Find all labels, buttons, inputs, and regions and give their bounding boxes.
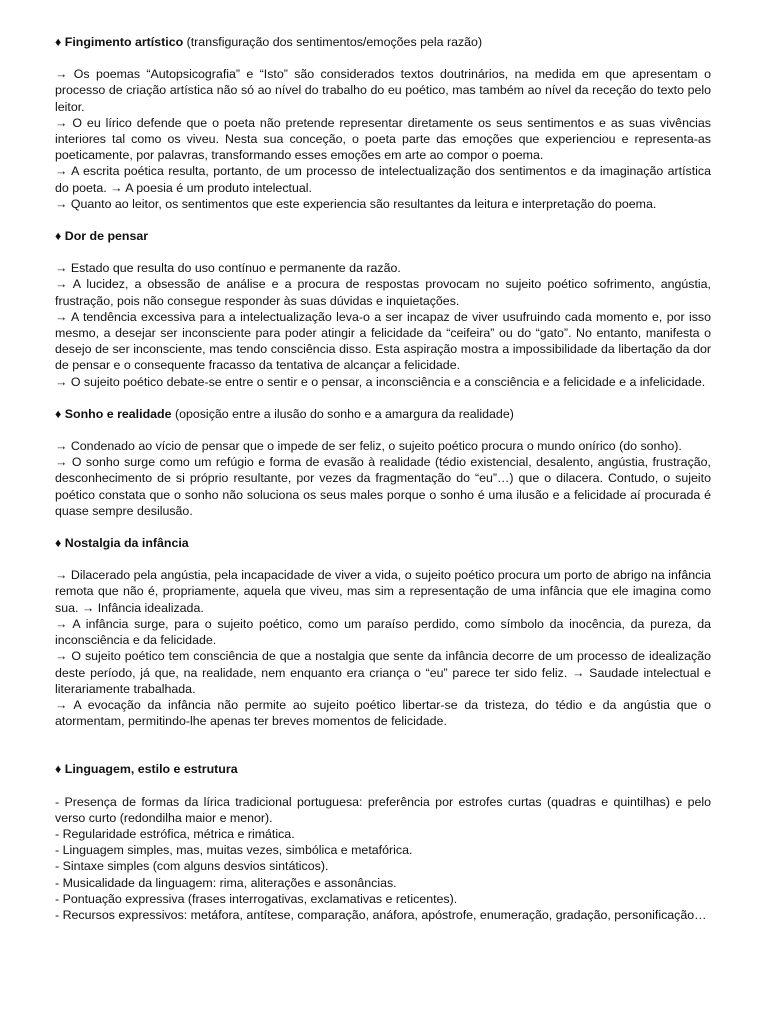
section-heading bbox=[55, 761, 711, 777]
section-title: ♦ Nostalgia da infância bbox=[55, 536, 189, 551]
section-heading bbox=[55, 228, 711, 244]
paragraph: → A escrita poética resulta, portanto, de um processo de intelectualização dos sentimentos e da imaginação artística do poeta. → A poesia é um produto intelectual. bbox=[55, 164, 711, 195]
document-page bbox=[55, 34, 711, 923]
paragraph: → A evocação da infância não permite ao sujeito poético libertar-se da tristeza, do tédio e da angústia que o atormentam, permitindo-lhe apenas ter breves momentos de felicidade. bbox=[55, 697, 711, 729]
section-heading bbox=[55, 34, 711, 50]
paragraph: → O sujeito poético debate-se entre o sentir e o pensar, a inconsciência e a consciência e a felicidade e a infelicidade. bbox=[55, 374, 706, 389]
paragraph: → Os poemas “Autopsicografia” e “Isto” são considerados textos doutrinários, na medida em que apresentam o processo de criação artística não só ao nível do trabalho do eu poético, mas também ao nível da receção do texto pelo leitor. bbox=[55, 67, 711, 114]
paragraph: → Estado que resulta do uso contínuo e permanente da razão. bbox=[55, 261, 401, 276]
section-title: ♦ Sonho e realidade bbox=[55, 406, 172, 421]
list-item: - Recursos expressivos: metáfora, antítese, comparação, anáfora, apóstrofe, enumeração, gradação, personificação… bbox=[55, 907, 707, 922]
spacer bbox=[55, 519, 711, 535]
list-item: - Pontuação expressiva (frases interrogativas, exclamativas e reticentes). bbox=[55, 891, 458, 906]
list-item: - Sintaxe simples (com alguns desvios sintáticos). bbox=[55, 859, 329, 874]
spacer bbox=[55, 729, 711, 761]
spacer bbox=[55, 212, 711, 228]
spacer bbox=[55, 390, 711, 406]
section-title: ♦ Linguagem, estilo e estrutura bbox=[55, 762, 238, 777]
paragraph: → Condenado ao vício de pensar que o impede de ser feliz, o sujeito poético procura o mundo onírico (do sonho). bbox=[55, 439, 682, 454]
paragraph: → O eu lírico defende que o poeta não pretende representar diretamente os seus sentimentos e as suas vivências interiores tal como os viveu. Nesta sua conceção, o poeta parte das emoções que experienciou e representa-as poeticamente, por palavras, transformando esses emoções em arte ao compor o poema. bbox=[55, 115, 711, 163]
section-nostalgia-da-infancia bbox=[55, 535, 711, 729]
paragraph: → O sonho surge como um refúgio e forma de evasão à realidade (tédio existencial, desalento, angústia, frustração, desconhecimento de si próprio resultante, por vezes da fragmentação do “eu”…) que o dilacera. Contudo, o sujeito poético constata que o sonho não soluciona os seus males porque o sonho é uma ilusão e a felicidade aí procurada é quase sempre desilusão. bbox=[55, 455, 711, 518]
paragraph: → Quanto ao leitor, os sentimentos que este experiencia são resultantes da leitura e interpretação do poema. bbox=[55, 196, 657, 211]
section-subtitle: (transfiguração dos sentimentos/emoções pela razão) bbox=[183, 35, 483, 49]
list-item: - Linguagem simples, mas, muitas vezes, simbólica e metafórica. bbox=[55, 843, 413, 858]
paragraph: → A infância surge, para o sujeito poético, como um paraíso perdido, como símbolo da inocência, da pureza, da inconsciência e da felicidade. bbox=[55, 616, 711, 648]
list-item: - Regularidade estrófica, métrica e rimática. bbox=[55, 826, 295, 841]
paragraph: → A lucidez, a obsessão de análise e a procura de respostas provocam no sujeito poético sofrimento, angústia, frustração, pois não consegue responder às suas dúvidas e inquietações. bbox=[55, 277, 711, 308]
list-item: - Presença de formas da lírica tradicional portuguesa: preferência por estrofes curtas (quadras e quintilhas) e pelo verso curto (redondilha maior e menor). bbox=[55, 794, 711, 825]
paragraph: → A tendência excessiva para a intelectualização leva-o a ser incapaz de viver usufruindo cada momento e, por isso mesmo, a desejar ser inconsciente para poder atingir a felicidade da “ceifeira” ou do “gato”. No entanto, manifesta o desejo de ser inconsciente, mas tendo consciência disso. Esta aspiração mostra a impossibilidade da libertação da dor de pensar e o consequente fracasso da tentativa de alcançar a felicidade. bbox=[55, 309, 711, 373]
section-heading bbox=[55, 535, 711, 551]
paragraph: → Dilacerado pela angústia, pela incapacidade de viver a vida, o sujeito poético procura um porto de abrigo na infância remota que não é, propriamente, aquela que viveu, mas sim a representação de uma infância que ele imagina como sua. → Infância idealizada. bbox=[55, 568, 711, 615]
paragraph: → O sujeito poético tem consciência de que a nostalgia que sente da infância decorre de um processo de idealização deste período, já que, na realidade, nem enquanto era criança o “eu” parece ter sido feliz. → Saudade intelectual e literariamente trabalhada. bbox=[55, 649, 711, 696]
section-sonho-e-realidade bbox=[55, 406, 711, 519]
section-heading bbox=[55, 406, 711, 422]
section-fingimento-artistico bbox=[55, 34, 711, 212]
section-dor-de-pensar bbox=[55, 228, 711, 390]
section-title: ♦ Fingimento artístico bbox=[55, 35, 184, 49]
section-title: ♦ Dor de pensar bbox=[55, 229, 149, 244]
list-item: - Musicalidade da linguagem: rima, aliterações e assonâncias. bbox=[55, 875, 397, 890]
section-subtitle: (oposição entre a ilusão do sonho e a amargura da realidade) bbox=[171, 406, 514, 421]
section-linguagem-estilo-estrutura bbox=[55, 761, 711, 923]
